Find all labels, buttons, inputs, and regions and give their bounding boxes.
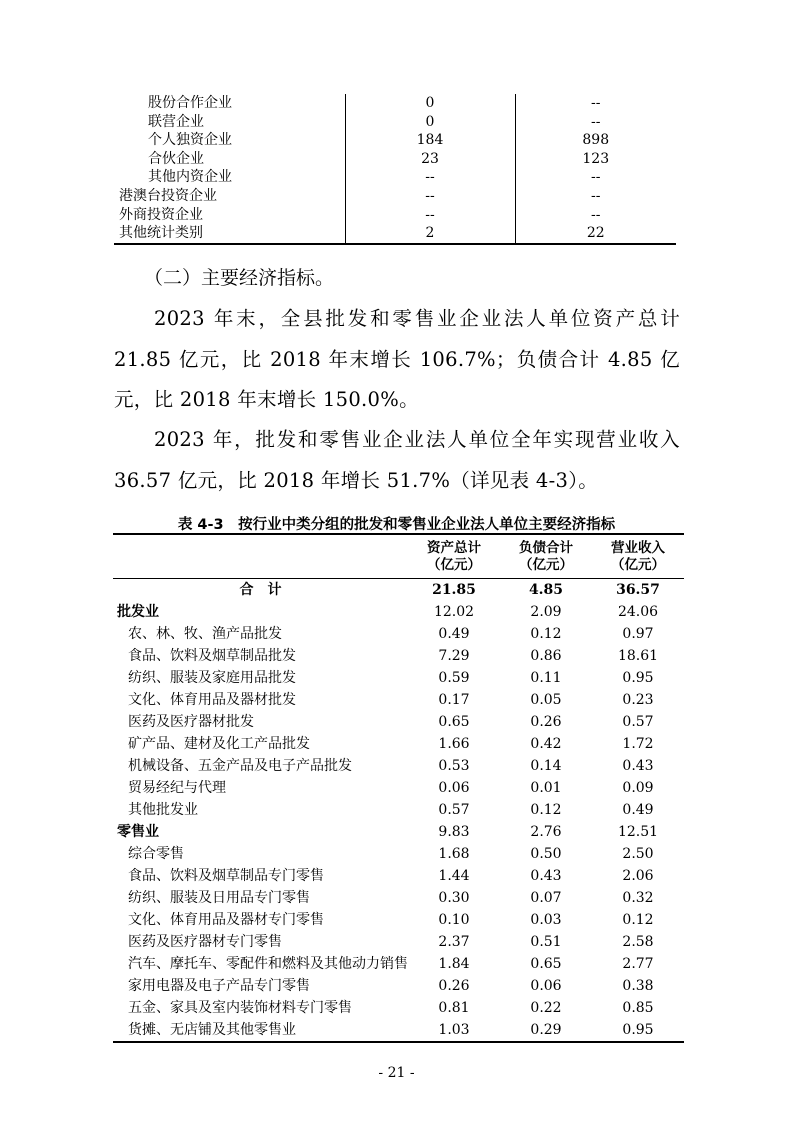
row-value: 0.57 (438, 802, 470, 818)
row-value: 0.81 (438, 1000, 470, 1016)
row-value: 2.09 (530, 604, 562, 620)
header-assets-line2: （亿元） (427, 557, 481, 573)
header-liabilities-line1: 负债合计 (519, 540, 573, 556)
header-revenue-line2: （亿元） (611, 557, 665, 573)
row-value: 0.65 (530, 956, 562, 972)
row-label: 纺织、服装及家庭用品批发 (128, 670, 296, 686)
row-label: 其他批发业 (128, 802, 198, 818)
row-value: 1.72 (622, 736, 654, 752)
row-value: 22 (586, 225, 605, 242)
table-row (113, 777, 684, 799)
row-label: 零售业 (117, 824, 159, 840)
row-label: 个人独资企业 (148, 132, 232, 149)
row-value: 0.49 (438, 626, 470, 642)
row-value: 21.85 (432, 582, 476, 598)
header-revenue-line1: 营业收入 (611, 540, 665, 556)
table-row (113, 909, 684, 931)
row-value: 0.57 (622, 714, 654, 730)
row-label: 医药及医疗器材批发 (128, 714, 254, 730)
header-liabilities (500, 534, 592, 579)
table-row (114, 224, 676, 244)
row-value: 0.03 (530, 912, 562, 928)
table-row (113, 997, 684, 1019)
page-number: - 21 - (378, 1065, 415, 1081)
header-assets-line1: 资产总计 (427, 540, 481, 556)
row-value: -- (591, 113, 601, 130)
continued-table-body (114, 94, 676, 244)
row-label: 港澳台投资企业 (119, 187, 217, 204)
row-label: 文化、体育用品及器材专门零售 (128, 912, 324, 928)
row-value: 2.76 (530, 824, 562, 840)
row-value: 0.07 (530, 890, 562, 906)
table-4-3 (113, 533, 684, 1043)
row-label: 文化、体育用品及器材批发 (128, 692, 296, 708)
table-row (113, 1019, 684, 1042)
row-value: 0.85 (622, 1000, 654, 1016)
row-value: 0.59 (438, 670, 470, 686)
table-row (113, 711, 684, 733)
row-label: 联营企业 (148, 113, 204, 130)
row-value: 1.68 (438, 846, 470, 862)
row-label: 合伙企业 (148, 150, 204, 167)
row-value: 898 (582, 132, 610, 149)
row-value: 123 (582, 150, 610, 167)
row-value: 12.51 (617, 824, 659, 840)
table-row (114, 187, 676, 206)
section-heading: （二）主要经济指标。 (144, 267, 335, 289)
row-value: 0.49 (622, 802, 654, 818)
table-row (113, 799, 684, 821)
row-label: 综合零售 (128, 846, 184, 862)
row-value: 0.26 (438, 978, 470, 994)
paragraph-revenue: 2023 年，批发和零售业企业法人单位全年实现营业收入 36.57 亿元，比 2018 年增长 51.7%（详见表 4-3）。 (114, 428, 680, 492)
table-row (113, 667, 684, 689)
row-value: 0.51 (530, 934, 562, 950)
table-row (113, 975, 684, 997)
row-value: 0.22 (530, 1000, 562, 1016)
table-row (113, 579, 684, 602)
row-label: 家用电器及电子产品专门零售 (128, 978, 310, 994)
row-value: 0.95 (622, 670, 654, 686)
row-value: 0.29 (530, 1022, 562, 1038)
table-row (113, 733, 684, 755)
row-value: 0.05 (530, 692, 562, 708)
row-value: 2 (345, 224, 515, 244)
row-value: 0.42 (530, 736, 562, 752)
row-label: 医药及医疗器材专门零售 (128, 934, 282, 950)
row-value: 1.03 (438, 1022, 470, 1038)
row-value: 2.50 (622, 846, 654, 862)
table-header-row (113, 534, 684, 579)
row-label: 五金、家具及室内装饰材料专门零售 (128, 1000, 352, 1016)
row-value: 0.12 (530, 802, 562, 818)
row-value: 184 (345, 131, 515, 150)
row-value: -- (591, 169, 601, 186)
table-row (113, 645, 684, 667)
row-value: 0.06 (530, 978, 562, 994)
table-row (113, 623, 684, 645)
row-label: 其他统计类别 (119, 225, 203, 242)
row-value: 23 (345, 150, 515, 169)
row-value: 0.12 (530, 626, 562, 642)
row-label: 外商投资企业 (119, 206, 203, 223)
row-value: 0 (345, 94, 515, 113)
row-value: 9.83 (438, 824, 470, 840)
row-value: 0.17 (438, 692, 470, 708)
row-value: 0.43 (622, 758, 654, 774)
table-row (113, 887, 684, 909)
row-value: 1.44 (438, 868, 470, 884)
row-label: 汽车、摩托车、零配件和燃料及其他动力销售 (128, 956, 408, 972)
table-4-3-head (113, 534, 684, 579)
table-row (113, 755, 684, 777)
row-label: 其他内资企业 (148, 169, 232, 186)
table-row (114, 113, 676, 132)
row-value: 2.06 (622, 868, 654, 884)
row-value: 0.97 (622, 626, 654, 642)
row-label: 贸易经纪与代理 (128, 780, 226, 796)
row-value: 0.53 (438, 758, 470, 774)
continued-table (114, 94, 676, 245)
row-value: 0.32 (622, 890, 654, 906)
row-value: 0.14 (530, 758, 562, 774)
table-row (114, 131, 676, 150)
row-value: -- (591, 95, 601, 111)
row-value: 0.10 (438, 912, 470, 928)
row-label: 货摊、无店铺及其他零售业 (128, 1022, 296, 1038)
row-label: 食品、饮料及烟草制品专门零售 (128, 868, 324, 884)
row-value: 0.26 (530, 714, 562, 730)
table-row (113, 821, 684, 843)
table-row (114, 206, 676, 225)
row-value: 0.86 (530, 648, 562, 664)
row-value: 1.66 (438, 736, 470, 752)
header-liabilities-line2: （亿元） (519, 557, 573, 573)
table-row (114, 150, 676, 169)
row-value: 2.58 (622, 934, 654, 950)
row-label: 批发业 (117, 604, 159, 620)
row-value: 0 (345, 113, 515, 132)
row-value: 7.29 (438, 648, 470, 664)
table-row (113, 865, 684, 887)
table-row (114, 168, 676, 187)
paragraph-assets-liabilities: 2023 年末，全县批发和零售业企业法人单位资产总计 21.85 亿元，比 2018 年末增长 106.7%；负债合计 4.85 亿元，比 2018 年末增长 150.0%。 (114, 307, 680, 411)
row-value: 0.30 (438, 890, 470, 906)
row-value: 18.61 (617, 648, 659, 664)
table-row (113, 953, 684, 975)
row-value: 0.01 (530, 780, 562, 796)
row-label: 机械设备、五金产品及电子产品批发 (128, 758, 352, 774)
row-value: 0.50 (530, 846, 562, 862)
row-value: 0.43 (530, 868, 562, 884)
row-value: 0.23 (622, 692, 654, 708)
row-value: 0.06 (438, 780, 470, 796)
row-value: 24.06 (617, 604, 659, 620)
row-label: 矿产品、建材及化工产品批发 (128, 736, 310, 752)
table-row (114, 94, 676, 113)
row-value: 2.37 (438, 934, 470, 950)
table-row (113, 931, 684, 953)
header-empty-cell (113, 534, 408, 579)
row-value: 4.85 (528, 582, 564, 598)
table-row (113, 601, 684, 623)
row-value: 36.57 (616, 582, 660, 598)
table-4-3-body (113, 579, 684, 1043)
row-value: -- (345, 168, 515, 187)
row-value: -- (345, 206, 515, 225)
row-value: 0.09 (622, 780, 654, 796)
row-value: -- (345, 187, 515, 206)
table-row (113, 843, 684, 865)
row-value: -- (591, 187, 601, 204)
row-value: 0.95 (622, 1022, 654, 1038)
row-value: 0.65 (438, 714, 470, 730)
table-4-3-title: 表 4-3 按行业中类分组的批发和零售业企业法人单位主要经济指标 (177, 517, 616, 533)
row-value: 0.38 (622, 978, 654, 994)
row-value: 12.02 (433, 604, 475, 620)
row-value: 0.12 (622, 912, 654, 928)
table-row (113, 689, 684, 711)
row-label: 股份合作企业 (148, 95, 232, 111)
header-revenue (592, 534, 684, 579)
row-label: 食品、饮料及烟草制品批发 (128, 648, 296, 664)
header-assets (408, 534, 500, 579)
row-value: -- (591, 206, 601, 223)
row-label: 农、林、牧、渔产品批发 (128, 626, 282, 642)
row-value: 2.77 (622, 956, 654, 972)
row-value: 1.84 (438, 956, 470, 972)
row-value: 0.11 (530, 670, 562, 686)
row-label: 纺织、服装及日用品专门零售 (128, 890, 310, 906)
row-label: 合 计 (239, 582, 282, 598)
